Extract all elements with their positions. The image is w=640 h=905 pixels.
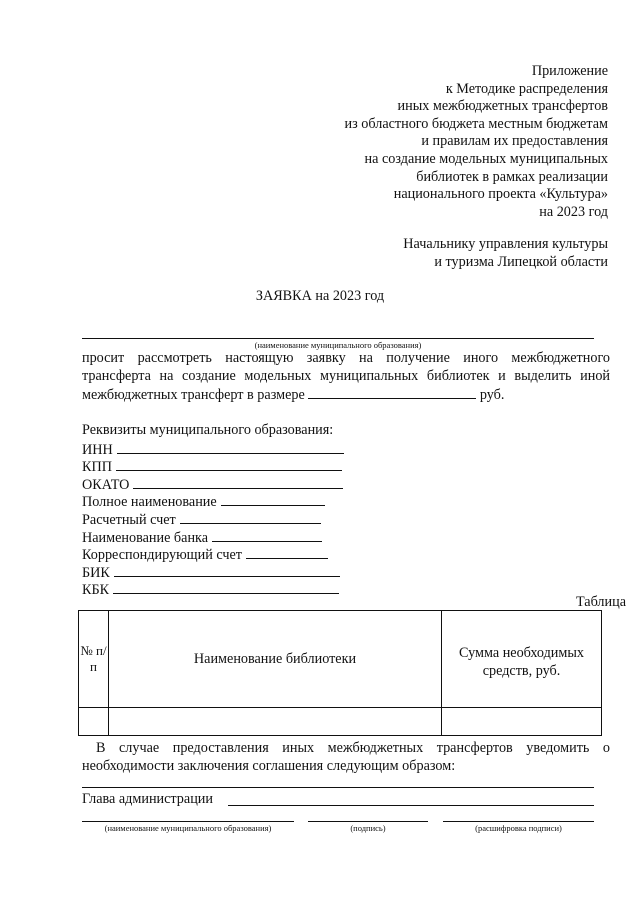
header-line: на 2023 год (539, 203, 608, 220)
col-number-header: № п/п (79, 611, 109, 708)
header-line: национального проекта «Культура» (393, 186, 608, 203)
requisite-label: БИК (82, 564, 110, 581)
table-label: Таблица (575, 594, 626, 610)
requisite-label: Корреспондирующий счет (82, 547, 242, 564)
header-line: на создание модельных муниципальных (364, 150, 608, 167)
request-paragraph (82, 350, 610, 405)
amount-blank (308, 385, 476, 399)
signature-line (308, 821, 428, 822)
notice-blank-line (82, 787, 594, 788)
requisite-label: ИНН (82, 441, 113, 458)
header-line: и правилам их предоставления (421, 133, 608, 150)
notice-line-1: В случае предоставления иных межбюджетных трансфертов уведомить о (96, 740, 610, 756)
municipality-signature-line (82, 821, 294, 822)
notice-paragraph (82, 740, 610, 775)
requisite-blank (221, 492, 325, 506)
header-line: иных межбюджетных трансфертов (397, 98, 608, 115)
col-sum-header (442, 611, 602, 708)
caption-municipality: (наименование муниципального образования) (104, 823, 272, 833)
requisite-label: Расчетный счет (82, 512, 176, 528)
requisite-label: ОКАТО (82, 476, 130, 493)
requisite-blank (113, 580, 339, 594)
requisite-label: Полное наименование (82, 494, 217, 511)
caption-signature: (подпись) (350, 823, 386, 833)
libraries-table (78, 610, 602, 736)
caption-decoding: (расшифровка подписи) (475, 823, 562, 833)
notice-line-2: необходимости заключения соглашения следующим образом: (82, 757, 456, 774)
document-title: ЗАЯВКА на 2023 год (255, 288, 385, 304)
requisite-kbk (82, 580, 339, 600)
requisite-blank (212, 528, 322, 542)
col-sum-header-text: Сумма необходимых средств, руб. (458, 645, 585, 679)
header-line: из областного бюджета местным бюджетам (344, 115, 608, 132)
table-cell[interactable] (109, 708, 442, 736)
requisite-label: КБК (82, 582, 110, 599)
requisite-blank (114, 563, 340, 577)
request-amount-prefix: межбюджетных трансферт в размере (82, 387, 305, 404)
requisite-blank (180, 510, 321, 524)
col-name-header: Наименование библиотеки (109, 611, 442, 708)
table-cell[interactable] (442, 708, 602, 736)
request-line-3 (82, 385, 610, 405)
request-line-1: просит рассмотреть настоящую заявку на получение иного межбюджетного (82, 350, 610, 366)
requisite-blank (117, 440, 344, 454)
header-line: к Методике распределения (445, 80, 608, 97)
addressee-block (403, 236, 608, 271)
municipality-name-line (82, 338, 594, 339)
head-label: Глава администрации (82, 791, 213, 807)
requisites-heading: Реквизиты муниципального образования: (82, 422, 334, 438)
table-row (79, 708, 602, 736)
requisite-label: Наименование банка (82, 529, 209, 546)
header-line: Приложение (531, 63, 608, 79)
requisite-blank (246, 545, 328, 559)
appendix-header (345, 63, 608, 221)
requisite-blank (133, 475, 343, 489)
request-line-2: трансферта на создание модельных муниципальных библиотек и выделить иной (82, 367, 610, 384)
header-line: библиотек в рамках реализации (416, 168, 608, 185)
requisite-label: КПП (82, 459, 112, 476)
decoding-line (443, 821, 594, 822)
request-amount-suffix: руб. (479, 387, 505, 404)
head-blank-line (228, 805, 594, 806)
table-cell[interactable] (79, 708, 109, 736)
addressee-line: и туризма Липецкой области (434, 253, 608, 270)
requisite-blank (116, 457, 342, 471)
municipality-caption: (наименование муниципального образования) (254, 340, 422, 350)
addressee-line: Начальнику управления культуры (403, 236, 608, 252)
table-header-row (79, 611, 602, 708)
